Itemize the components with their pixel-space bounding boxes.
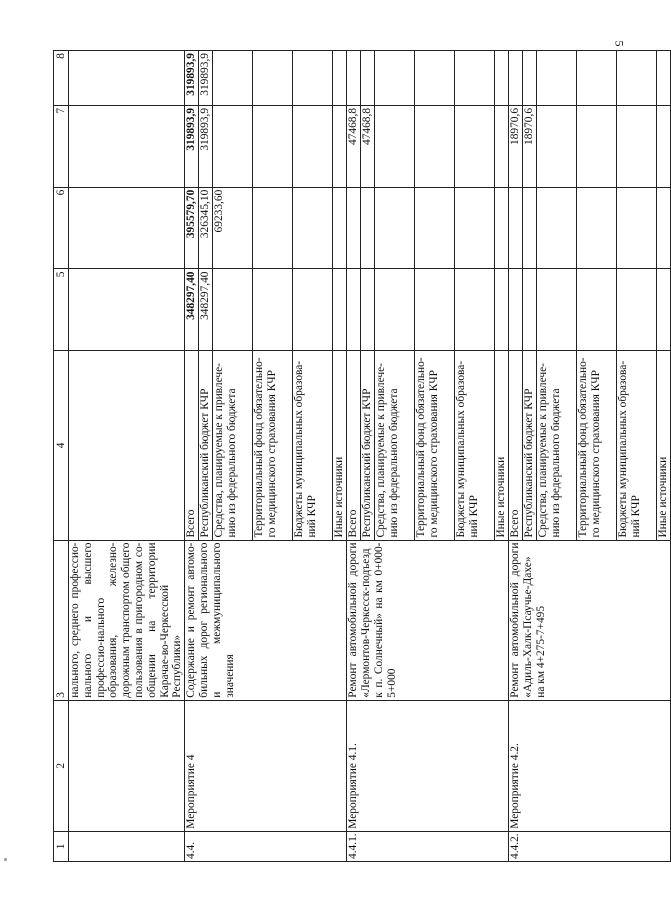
- header-col-2: 2: [54, 700, 69, 831]
- funding-source-label: Иные источники: [333, 351, 347, 540]
- amount-cell-col-5: [523, 269, 537, 351]
- amount-cell-col-7: 18970,6: [509, 105, 523, 187]
- funding-source-label: Средства, планируемые к привлече-нию из федерального бюджета: [375, 351, 415, 540]
- funding-source-label: Территориальный фонд обязательно-го медицинского страхования КЧР: [577, 351, 617, 540]
- amount-cell-col-5: [657, 269, 671, 351]
- amount-cell-col-7: [333, 105, 347, 187]
- amount-cell-col-8: [509, 51, 523, 106]
- amount-cell-col-7: [375, 105, 415, 187]
- amount-cell-col-7: [415, 105, 455, 187]
- continuation-empty-5: [69, 269, 185, 351]
- amount-cell-col-8: [213, 51, 253, 106]
- amount-cell-col-8: [617, 51, 657, 106]
- funding-source-label: Территориальный фонд обязательно-го медицинского страхования КЧР: [415, 351, 455, 540]
- header-col-8: 8: [54, 51, 69, 106]
- amount-cell-col-6: [495, 187, 509, 269]
- amount-cell-col-7: [213, 105, 253, 187]
- amount-cell-col-5: [617, 269, 657, 351]
- amount-cell-col-5: [415, 269, 455, 351]
- funding-source-label: Иные источники: [495, 351, 509, 540]
- amount-cell-col-5: [537, 269, 577, 351]
- continuation-row: [69, 51, 185, 862]
- amount-cell-col-6: [455, 187, 495, 269]
- amount-cell-col-5: [213, 269, 253, 351]
- amount-cell-col-6: [361, 187, 375, 269]
- amount-cell-col-7: 319893,9: [185, 105, 199, 187]
- amount-cell-col-7: [617, 105, 657, 187]
- amount-cell-col-7: [657, 105, 671, 187]
- table-body: [69, 51, 671, 862]
- amount-cell-col-7: 319893,9: [199, 105, 213, 187]
- header-col-1: 1: [54, 831, 69, 861]
- amount-cell-col-5: [495, 269, 509, 351]
- amount-cell-col-8: [361, 51, 375, 106]
- continuation-num-cell: [69, 831, 185, 861]
- amount-cell-col-8: [253, 51, 293, 106]
- funding-source-label: Бюджеты муниципальных образова-ний КЧР: [293, 351, 333, 540]
- continuation-name-cell: [69, 700, 185, 831]
- amount-cell-col-5: [375, 269, 415, 351]
- measure-name: Мероприятие 4: [185, 700, 347, 831]
- measure-name: Мероприятие 4.2.: [509, 700, 671, 831]
- amount-cell-col-6: [617, 187, 657, 269]
- amount-cell-col-7: 47468,8: [361, 105, 375, 187]
- continuation-empty-8: [69, 51, 185, 106]
- amount-cell-col-6: [523, 187, 537, 269]
- amount-cell-col-5: [577, 269, 617, 351]
- funding-source-label: Иные источники: [657, 351, 671, 540]
- amount-cell-col-8: [523, 51, 537, 106]
- amount-cell-col-5: [293, 269, 333, 351]
- funding-source-label: Территориальный фонд обязательно-го медицинского страхования КЧР: [253, 351, 293, 540]
- funding-source-label: Всего: [347, 351, 361, 540]
- page-number: 5: [612, 40, 627, 47]
- funding-source-label: Всего: [509, 351, 523, 540]
- amount-cell-col-8: [415, 51, 455, 106]
- amount-cell-col-7: 47468,8: [347, 105, 361, 187]
- funding-source-label: Бюджеты муниципальных образова-ний КЧР: [455, 351, 495, 540]
- amount-cell-col-6: [509, 187, 523, 269]
- amount-cell-col-8: [537, 51, 577, 106]
- amount-cell-col-7: [577, 105, 617, 187]
- continuation-text: нального, среднего профессио-нального и высшего профессио-нального образования, железно-дорожным транспортом общего пользования в пригородном со-общении на территории Карачае-во-Черкесской Республики»: [69, 540, 185, 700]
- header-col-7: 7: [54, 105, 69, 187]
- amount-cell-col-8: [577, 51, 617, 106]
- table-row: [185, 51, 199, 862]
- funding-source-label: Бюджеты муниципальных образова-ний КЧР: [617, 351, 657, 540]
- amount-cell-col-6: [347, 187, 361, 269]
- amount-cell-col-8: [333, 51, 347, 106]
- amount-cell-col-6: [253, 187, 293, 269]
- table-row: [347, 51, 361, 862]
- amount-cell-col-6: 326345,10: [199, 187, 213, 269]
- funding-source-label: Средства, планируемые к привлече-нию из федерального бюджета: [537, 351, 577, 540]
- amount-cell-col-7: [455, 105, 495, 187]
- measure-description: Содержание и ремонт автомо-бильных дорог регионального и межмуниципального значения: [185, 540, 347, 700]
- amount-cell-col-7: [495, 105, 509, 187]
- amount-cell-col-6: [415, 187, 455, 269]
- amount-cell-col-5: [361, 269, 375, 351]
- header-col-4: 4: [54, 351, 69, 540]
- header-col-5: 5: [54, 269, 69, 351]
- amount-cell-col-5: [509, 269, 523, 351]
- amount-cell-col-8: [293, 51, 333, 106]
- measure-number: 4.4.1.: [347, 831, 509, 861]
- amount-cell-col-8: 319893,9: [185, 51, 199, 106]
- amount-cell-col-5: 348297,40: [185, 269, 199, 351]
- amount-cell-col-5: [333, 269, 347, 351]
- funding-source-label: Республиканский бюджет КЧР: [361, 351, 375, 540]
- amount-cell-col-6: 69233,60: [213, 187, 253, 269]
- amount-cell-col-6: [657, 187, 671, 269]
- amount-cell-col-5: [455, 269, 495, 351]
- amount-cell-col-5: 348297,40: [199, 269, 213, 351]
- continuation-empty-7: [69, 105, 185, 187]
- amount-cell-col-6: [375, 187, 415, 269]
- rotated-table-container: [53, 50, 670, 862]
- amount-cell-col-6: 395579,70: [185, 187, 199, 269]
- amount-cell-col-6: [537, 187, 577, 269]
- measure-number: 4.4.: [185, 831, 347, 861]
- funding-source-label: Всего: [185, 351, 199, 540]
- budget-table: [53, 50, 671, 862]
- funding-source-label: Республиканский бюджет КЧР: [523, 351, 537, 540]
- amount-cell-col-5: [253, 269, 293, 351]
- amount-cell-col-8: [495, 51, 509, 106]
- continuation-empty-6: [69, 187, 185, 269]
- amount-cell-col-6: [333, 187, 347, 269]
- amount-cell-col-8: [657, 51, 671, 106]
- amount-cell-col-5: [347, 269, 361, 351]
- amount-cell-col-8: 319893,9: [199, 51, 213, 106]
- amount-cell-col-8: [375, 51, 415, 106]
- measure-number: 4.4.2.: [509, 831, 671, 861]
- amount-cell-col-7: [253, 105, 293, 187]
- measure-description: Ремонт автомобильной дороги «Адиль-Халк-Псаучье-Дахе» на км 4+275-7+495: [509, 540, 671, 700]
- amount-cell-col-7: [293, 105, 333, 187]
- amount-cell-col-8: [347, 51, 361, 106]
- header-col-6: 6: [54, 187, 69, 269]
- funding-source-label: Средства, планируемые к привлече-нию из федерального бюджета: [213, 351, 253, 540]
- header-col-3: 3: [54, 540, 69, 700]
- amount-cell-col-7: 18970,6: [523, 105, 537, 187]
- amount-cell-col-8: [455, 51, 495, 106]
- funding-source-label: Республиканский бюджет КЧР: [199, 351, 213, 540]
- table-row: [509, 51, 523, 862]
- measure-name: Мероприятие 4.1.: [347, 700, 509, 831]
- continuation-empty-4: [69, 351, 185, 540]
- measure-description: Ремонт автомобильной дороги «Лермонтов-Черкесск-подъезд к п. Солнечный» на км 0+000-5+000: [347, 540, 509, 700]
- amount-cell-col-7: [537, 105, 577, 187]
- amount-cell-col-6: [577, 187, 617, 269]
- header-row: [54, 51, 69, 862]
- amount-cell-col-6: [293, 187, 333, 269]
